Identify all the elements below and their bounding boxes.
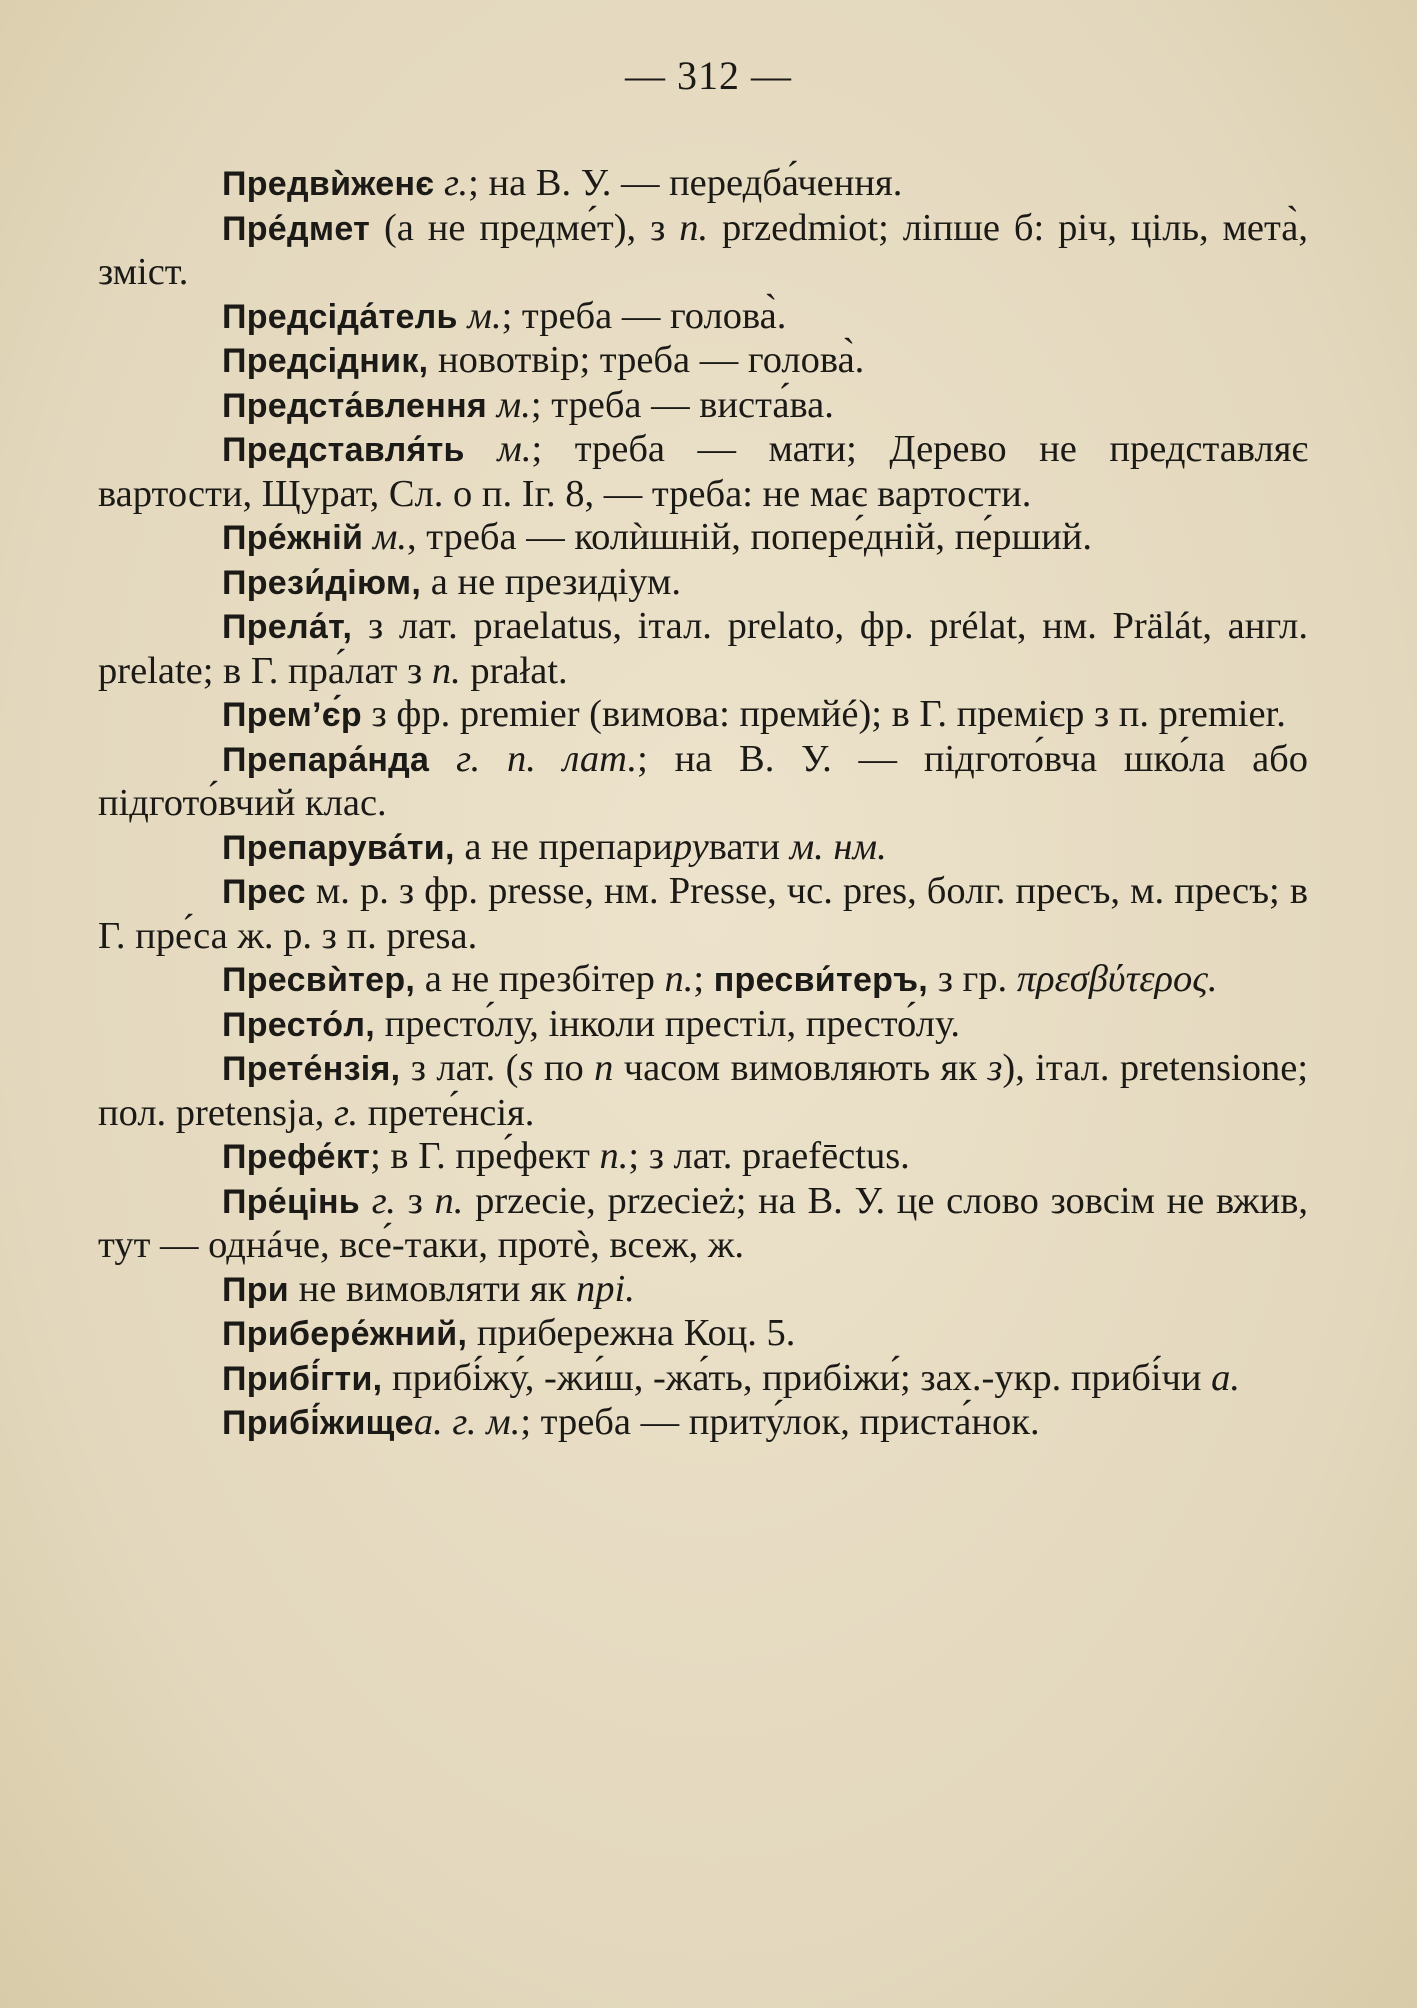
entry-text: ; в Г. пре́фект [370, 1135, 590, 1177]
entry-text: з гр. [937, 958, 1008, 1000]
entry-text: з [407, 1179, 423, 1222]
headword: Прете́нзія, [222, 1050, 401, 1088]
grammar-abbr: г. [444, 162, 469, 204]
headword: Прес [222, 873, 306, 911]
entry-text: (а не предме́т), з [383, 206, 666, 249]
dictionary-entry [98, 561, 1308, 606]
grammar-abbr: п. [434, 1179, 464, 1222]
headword: Прела́т, [222, 608, 353, 646]
dictionary-entry [98, 605, 1308, 693]
dictionary-entry [98, 207, 1308, 295]
grammar-abbr: а. г. м. [413, 1401, 521, 1443]
grammar-abbr: п. [664, 958, 694, 1000]
dictionary-entry [98, 162, 1308, 207]
headword: Престо́л, [222, 1005, 375, 1044]
headword: Прези́діюм, [222, 563, 422, 602]
headword: Пре́цінь [222, 1182, 361, 1221]
entry-text: ; на В. У. — підгото́вча шко́ла або підгото́вчий клас. [98, 737, 1309, 824]
dictionary-entry [98, 1135, 1308, 1180]
dictionary-entry [98, 516, 1308, 561]
dictionary-entry [98, 693, 1308, 738]
entry-text: престо́лу, інколи престіл, престо́лу. [384, 1002, 961, 1045]
dictionary-entry [98, 1003, 1308, 1048]
entry-text: ; з лат. praefēctus. [628, 1135, 910, 1177]
dictionary-entry [98, 1047, 1308, 1135]
italic-letter: s [518, 1047, 534, 1089]
greek-word: πρεσβύτερος. [1016, 958, 1218, 1000]
dictionary-entries [98, 162, 1308, 1446]
headword: Префе́кт [222, 1138, 371, 1176]
entry-text: а не препари [464, 825, 673, 868]
headword: Пре́жній [222, 519, 364, 557]
headword: Препарува́ти, [222, 828, 455, 867]
headword: Прибі́гти, [222, 1359, 383, 1398]
headword: При [222, 1270, 290, 1309]
entry-text: , треба — колѝшній, попере́дній, пе́рший. [407, 516, 1093, 558]
dictionary-entry [98, 339, 1308, 384]
entry-text: прете́нсія. [367, 1091, 535, 1134]
headword-old-spelling: пресви́теръ, [713, 961, 929, 999]
entry-text: prałat. [470, 649, 568, 692]
headword: Прибі́жище [222, 1404, 414, 1442]
entry-text: ; треба — приту́лок, приста́нок. [520, 1401, 1040, 1443]
entry-text: не вимовляти як [298, 1267, 567, 1310]
grammar-abbr: м. [496, 383, 531, 426]
dictionary-entry [98, 295, 1308, 340]
entry-text: часом вимовляють як [623, 1047, 977, 1089]
grammar-abbr: м. нм. [789, 825, 887, 868]
headword: Пресвѝтер, [222, 961, 416, 999]
headword: Предста́влення [222, 386, 488, 425]
dictionary-entry [98, 1268, 1308, 1313]
entry-text: а не презбітер [424, 958, 655, 1000]
entry-text: ; треба — мати; Дерево не представляє вартости, Щурат, Сл. о п. Іг. 8, — треба: не має вартости. [98, 428, 1308, 515]
entry-text: з лат. ( [410, 1047, 519, 1089]
italic-letter: з [987, 1047, 1003, 1089]
dictionary-entry [98, 1180, 1308, 1268]
entry-text: ; треба — виста́ва. [530, 383, 834, 426]
dictionary-entry [98, 1401, 1308, 1446]
dictionary-entry [98, 428, 1308, 516]
grammar-abbr: г. [371, 1179, 396, 1222]
entry-text: ; [693, 958, 714, 1000]
grammar-abbr: м. [467, 294, 502, 337]
headword: Пре́дмет [222, 209, 371, 248]
headword: Препара́нда [222, 740, 430, 779]
entry-text: з лат. praelatus, італ. prelato, фр. prélat, нм. Prälát, англ. prelate; в Г. пра́лат з [98, 605, 1308, 692]
italic-word: прі. [576, 1267, 635, 1310]
grammar-abbr: п. [599, 1135, 629, 1177]
entry-text: przedmiot; ліпше б: річ, ціль, мета̀, зміст. [98, 206, 1309, 293]
grammar-abbr: п. [431, 649, 461, 692]
headword: Предсіда́тель [222, 297, 458, 336]
dictionary-entry [98, 826, 1308, 871]
italic-syllable: ру [672, 825, 709, 868]
entry-text: новотвір; треба — голова̀. [438, 339, 865, 381]
dictionary-entry [98, 870, 1308, 958]
entry-text: прибережна Коц. 5. [476, 1312, 796, 1354]
dictionary-entry [98, 1357, 1308, 1402]
headword: Представля́ть [222, 431, 465, 469]
entry-text: przecie, przecież; на В. У. це слово зовсім не вжив, тут — однáче, все́-таки, протѐ, всеж, ж. [98, 1179, 1309, 1266]
headword: Прем’є́р [222, 696, 362, 734]
dictionary-entry [98, 958, 1308, 1003]
dictionary-entry [98, 738, 1308, 826]
entry-text: вати [708, 825, 780, 868]
grammar-abbr: г. [334, 1091, 359, 1134]
grammar-abbr: м. [497, 428, 532, 470]
headword: Прибере́жний, [222, 1315, 468, 1353]
grammar-abbr: п. [679, 206, 709, 249]
entry-text: ; на В. У. — передба́чення. [468, 162, 903, 204]
entry-text: ; треба — голова̀. [501, 294, 787, 337]
entry-text: а не президіум. [430, 560, 682, 603]
page-number: — 312 — [625, 53, 792, 98]
entry-text: м. р. з фр. presse, нм. Presse, чс. pres, болг. пресъ, м. пресъ; в Г. пре́са ж. р. з п. presa. [98, 870, 1309, 957]
headword: Предвѝженє [222, 165, 435, 203]
italic-letter: а. [1211, 1356, 1241, 1399]
entry-text: з фр. premier (вимова: премйé); в Г. премієр з п. premier. [371, 693, 1286, 735]
dictionary-entry [98, 384, 1308, 429]
dictionary-entry [98, 1312, 1308, 1357]
entry-text: по [543, 1047, 584, 1089]
grammar-abbr: г. п. лат. [456, 737, 638, 780]
entry-text: прибі́жу́, -жи́ш, -жа́ть, прибіжи́; зах.-укр. прибі́чи [392, 1356, 1202, 1399]
headword: Предсідник, [222, 342, 429, 380]
italic-letter: n [594, 1047, 614, 1089]
entry-text: ), італ. pretensione; пол. pretensja, [98, 1047, 1309, 1134]
grammar-abbr: м. [372, 516, 408, 558]
